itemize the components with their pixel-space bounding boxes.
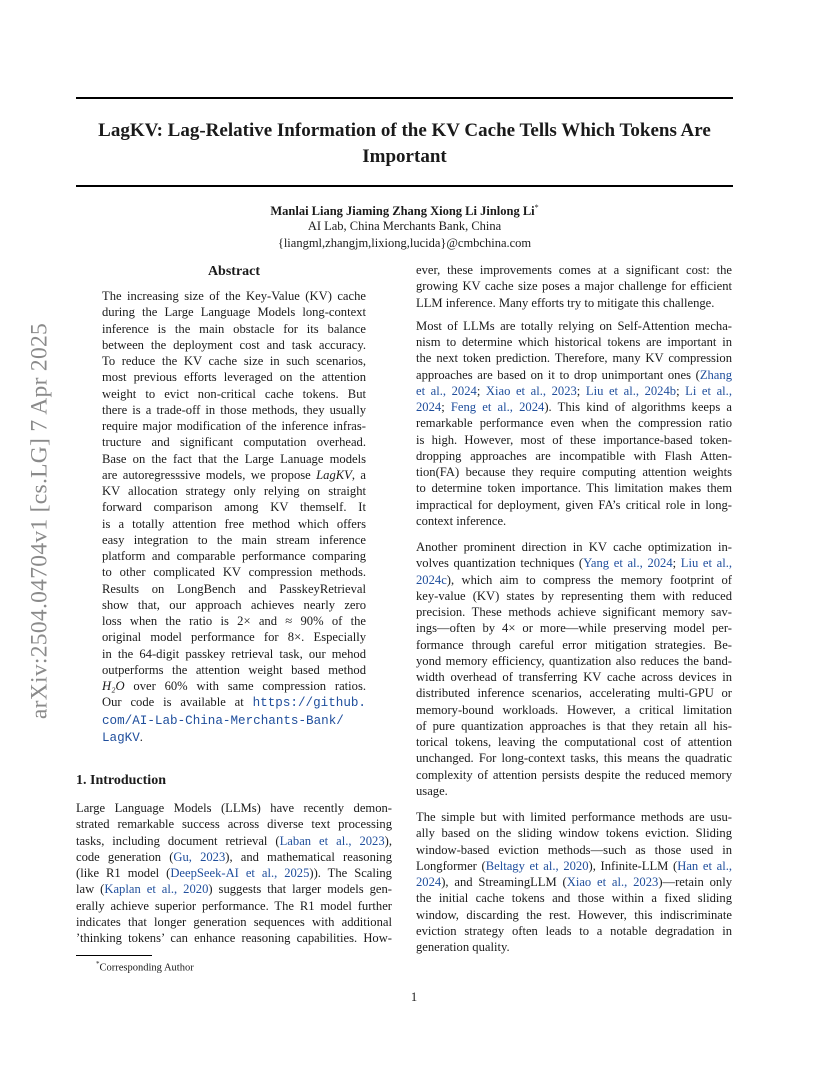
text-line: Another prominent direction in KV cache optimization in-: [416, 540, 732, 554]
citation-link[interactable]: Li et al.,: [685, 383, 732, 398]
text-line: complexity of attention persists despite the reduced memory: [416, 767, 732, 782]
title-line: LagKV: Lag-Relative Information of the KV Cache Tells Which Tokens Are: [98, 120, 711, 141]
lagkv-name: LagKV: [316, 467, 352, 482]
text-line: nism to determine which historical tokens are important in: [416, 335, 732, 349]
code-url-link[interactable]: https://github.: [252, 696, 366, 711]
citation-link[interactable]: 2024c: [416, 572, 447, 587]
footnote: [96, 958, 194, 975]
abstract-line: forward comparison among KV themself. It: [102, 500, 366, 515]
text-line: memory-bound workloads. However, a critical limitation: [416, 702, 732, 717]
text-line: ings—often by 4× or more—while preserving model per-: [416, 621, 732, 636]
title-bottom-rule: [76, 185, 733, 187]
right-column: [416, 262, 732, 962]
paragraph: [416, 809, 732, 955]
intro-text: ), and mathematical reasoning: [225, 849, 392, 864]
intro-line: erally achieve superior performance. The R1 model further: [76, 898, 392, 913]
text-line: yond memory efficiency, quantization also reduces the band-: [416, 653, 732, 668]
abstract-line: require major modification of the inference infras-: [102, 419, 366, 433]
text-line: the next token prediction. Therefore, many KV compression: [416, 351, 732, 366]
abstract-text: are autoregresssive models, we propose: [102, 467, 317, 482]
text-line: formance through careful error mitigation strategies. Be-: [416, 637, 732, 652]
text-line: width overhead of transferring KV cache across devices in: [416, 670, 732, 684]
text-line: growing KV cache size poses a major challenge for efficient: [416, 279, 732, 294]
affiliation: AI Lab, China Merchants Bank, China: [307, 219, 502, 234]
text-line: dropping approaches are incompatible with Flash Atten-: [416, 448, 732, 463]
abstract-line: is a totally attention free method which offers: [102, 516, 366, 531]
arxiv-stamp-text: arXiv:2504.04704v1 [cs.LG] 7 Apr 2025: [26, 322, 53, 720]
abstract-text: loss when the ratio is 2: [102, 614, 244, 628]
text-line: window, discarding the rest. However, this indiscriminate: [416, 907, 732, 922]
citation-link[interactable]: Laban et al., 2023: [279, 833, 385, 848]
text-line: to determine token importance. This limitation makes them: [416, 481, 732, 496]
intro-line: ’thinking tokens’ can enhance reasoning capabilities. How-: [76, 931, 392, 945]
citation-link[interactable]: Kaplan et al., 2020: [104, 882, 209, 897]
h2o-method: H₂O: [102, 679, 125, 693]
text-line: [416, 367, 732, 383]
abstract-line: weight to evict non-critical cache tokens. But: [102, 386, 366, 401]
text: Longformer (: [416, 858, 486, 873]
text-line: unchanged. For long-context tasks, this means the quadratic: [416, 751, 732, 766]
abstract-text: over 60% with same compression ratios.: [124, 679, 366, 693]
text-line: [416, 572, 732, 588]
abstract-line: Results on LongBench and PasskeyRetrieval: [102, 581, 366, 596]
code-url-link[interactable]: com/AI-Lab-China-Merchants-Bank/: [102, 713, 344, 728]
text-line: ally based on the sliding window tokens eviction. Sliding: [416, 826, 732, 841]
author-star: *: [534, 203, 539, 212]
abstract-line: inference is the main obstacle for its balance: [102, 321, 366, 336]
text-line: ever, these improvements comes at a significant cost: the: [416, 263, 732, 277]
abstract-line: Base on the fact that the Large Lanuage models: [102, 451, 366, 466]
citation-link[interactable]: 2024: [416, 400, 442, 414]
text: ). This kind of algorithms keeps a: [544, 400, 732, 414]
abstract-heading: Abstract: [207, 264, 261, 279]
text-line: impractical for deployment, given FA’s critical role in long-: [416, 497, 732, 512]
intro-text: )). The Scaling: [309, 866, 392, 880]
intro-text: ) suggests that larger models gen-: [208, 882, 392, 897]
code-url-link[interactable]: LagKV: [102, 730, 140, 745]
text-line: context inference.: [416, 513, 507, 528]
intro-text: law (: [76, 882, 105, 897]
text: )—retain only: [658, 875, 732, 889]
text-line: usage.: [416, 783, 448, 798]
citation-link[interactable]: Yang et al., 2024: [583, 556, 673, 571]
text-line: Most of LLMs are totally relying on Self-Attention mecha-: [416, 318, 732, 333]
abstract-line: during the Large Language Models long-context: [102, 305, 366, 320]
abstract-line: easy integration to the main stream inference: [102, 532, 366, 547]
paragraph: [416, 262, 732, 311]
title-top-rule: [76, 97, 733, 99]
intro-line: [76, 881, 392, 897]
text-line: et al., 2024; Xiao et al., 2023; Liu et al., 2024b; Li et al.,: [416, 383, 732, 398]
text-line: 2024; Feng et al., 2024). This kind of algorithms keeps a: [416, 400, 732, 414]
text-line: torical tokens, leaving the computational cost of attention: [416, 735, 732, 749]
intro-line: [76, 833, 392, 849]
text-line: The simple but with limited performance methods are usu-: [416, 810, 732, 824]
text-line: precision. These methods achieve significant memory sav-: [416, 605, 732, 619]
citation-link[interactable]: Xiao et al., 2023: [566, 875, 659, 889]
intro-text: code generation (: [76, 849, 174, 864]
intro-line: strated remarkable success across diverse text processing: [76, 817, 392, 832]
text-line: the initial cache tokens and those within a fixed sliding: [416, 891, 732, 906]
abstract-line: [102, 613, 366, 629]
abstract-line: original model performance for 8×. Especially: [102, 630, 366, 645]
abstract-text: , a: [351, 467, 366, 482]
author-names: Manlai Liang Jiaming Zhang Xiong Li Jinlong Li: [270, 204, 535, 219]
abstract-line: [102, 729, 366, 746]
abstract-text: × and ≈ 90% of the: [243, 614, 366, 628]
abstract-line: [102, 694, 366, 711]
page-number: 1: [410, 990, 418, 1004]
abstract-line: KV allocation strategy only relying on straight: [102, 484, 366, 498]
abstract-section: [102, 262, 366, 746]
citation-link[interactable]: Liu et al., 2024b: [585, 383, 677, 398]
introduction-section: [76, 771, 392, 946]
text: ), which aim to compress the memory footprint of: [446, 572, 732, 587]
abstract-line: there is a trade-off in those methods, they usually: [102, 402, 366, 417]
text: ), and StreamingLLM (: [441, 875, 567, 889]
abstract-line: between the deployment cost and task accuracy.: [102, 337, 366, 352]
text-line: [416, 874, 732, 890]
abstract-line: [102, 678, 366, 694]
citation-link[interactable]: 2024: [416, 875, 442, 889]
intro-line: [76, 849, 392, 865]
text-line: distributed inference scenarios, accelerating multi-GPU or: [416, 686, 732, 701]
intro-text: ),: [384, 833, 392, 848]
text-line: key-value (KV) states by representing them with reduced: [416, 588, 732, 603]
paragraph: [416, 539, 732, 799]
author-emails: {liangml,zhangjm,lixiong,lucida}@cmbchina.com: [277, 236, 532, 251]
citation-link[interactable]: Gu, 2023: [173, 849, 226, 864]
text-line: eviction strategy often leads to a notable degradation in: [416, 923, 732, 938]
intro-line: [76, 865, 392, 881]
abstract-line: tructure and significant computation overhead.: [102, 435, 366, 450]
abstract-body: [102, 288, 366, 746]
abstract-text: Our code is available at: [102, 695, 253, 710]
intro-text: (like R1 model (: [76, 866, 171, 880]
text-line: tion(FA) because they require computing attention weights: [416, 465, 732, 479]
abstract-text: .: [139, 729, 143, 744]
text-line: [416, 858, 732, 874]
citation-link[interactable]: Beltagy et al., 2020: [485, 858, 589, 873]
text-line: volves quantization techniques (Yang et al., 2024; Liu et al.,: [416, 556, 733, 571]
citation-link[interactable]: et al., 2024: [416, 383, 477, 398]
text-line: is high. However, most of these importance-based token-: [416, 432, 732, 447]
footnote-star: *: [96, 960, 100, 968]
text: volves quantization techniques (: [416, 556, 584, 571]
footnote-rule: [76, 955, 152, 956]
abstract-line: most previous efforts leveraged on the attention: [102, 370, 366, 385]
text: approaches are based on it to drop unimportant ones (: [416, 367, 700, 382]
introduction-heading: 1. Introduction: [76, 773, 166, 788]
abstract-line: to other complicated KV compression methods.: [102, 565, 366, 580]
citation-link[interactable]: Han et al.,: [677, 858, 732, 873]
text-line: of pure quantization approaches is that they retain all his-: [416, 718, 732, 733]
text: ), Infinite-LLM (: [588, 858, 678, 873]
author-block: [76, 200, 733, 251]
intro-line: indicates that longer generation sequences with additional: [76, 914, 392, 929]
text-line: LLM inference. Many efforts try to mitigate this challenge.: [416, 295, 715, 310]
citation-link[interactable]: Liu et al.,: [680, 556, 733, 571]
intro-line: Large Language Models (LLMs) have recently demon-: [76, 801, 392, 815]
intro-text: tasks, including document retrieval (: [76, 833, 280, 848]
abstract-line: platform and comparable performance comparing: [102, 549, 366, 563]
abstract-line: show that, our approach achieves nearly zero: [102, 597, 366, 612]
paper-title: [76, 118, 733, 170]
abstract-line: outperforms the attention weight based method: [102, 662, 366, 677]
citation-link[interactable]: Zhang: [699, 367, 732, 382]
citation-link[interactable]: Xiao et al., 2023: [485, 383, 577, 398]
footnote-text: Corresponding Author: [99, 962, 194, 974]
text-line: window-based eviction methods—such as those used in: [416, 842, 732, 857]
title-line: Important: [362, 146, 447, 167]
abstract-line: in the 64-digit passkey retrieval task, our mehod: [102, 646, 366, 661]
citation-link[interactable]: DeepSeek-AI et al., 2025: [170, 866, 310, 880]
abstract-line: To reduce the KV cache size in such scenarios,: [102, 354, 366, 368]
citation-link[interactable]: Feng et al., 2024: [450, 400, 545, 414]
abstract-line: [102, 712, 366, 729]
abstract-line: The increasing size of the Key-Value (KV) cache: [102, 289, 366, 303]
text-line: remarkable performance even when the compression ratio: [416, 416, 732, 431]
text-line: generation quality.: [416, 940, 510, 954]
abstract-line: [102, 467, 366, 483]
paragraph: [416, 318, 732, 529]
